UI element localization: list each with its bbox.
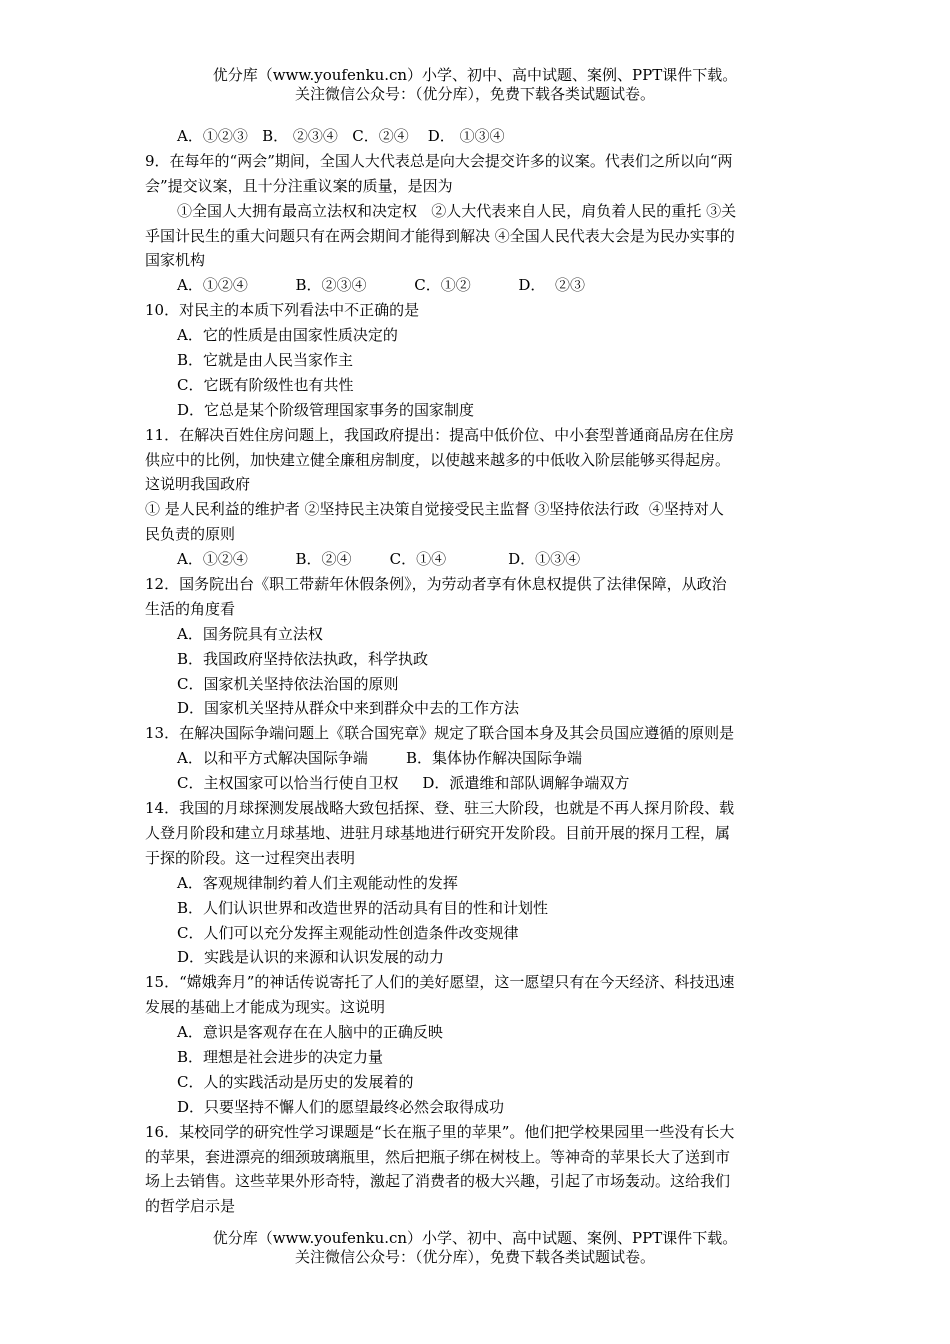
q12-option-c: C．国家机关坚持依法治国的原则: [177, 674, 399, 693]
page-header: [0, 66, 950, 104]
q11-stem-line-2: 供应中的比例，加快建立健全廉租房制度，以使越来越多的中低收入阶层能够买得起房。: [145, 450, 731, 469]
q14-option-d: D．实践是认识的来源和认识发展的动力: [177, 948, 445, 967]
q14-option-c: C．人们可以充分发挥主观能动性创造条件改变规律: [177, 923, 519, 942]
q12-option-d: D．国家机关坚持从群众中来到群众中去的工作方法: [177, 699, 520, 718]
header-line-2: 关注微信公众号：（优分库），免费下载各类试题试卷。: [294, 85, 655, 103]
q11-stem-line-3: 这说明我国政府: [145, 475, 251, 494]
q13-options-cd: C．主权国家可以恰当行使自卫权 D．派遣维和部队调解争端双方: [177, 774, 630, 793]
q15-stem-line-1: 15．“嫦娥奔月”的神话传说寄托了人们的美好愿望，这一愿望只有在今天经济、科技迅速: [145, 973, 735, 992]
q10-option-d: D．它总是某个阶级管理国家事务的国家制度: [177, 400, 475, 419]
q10-option-a: A．它的性质是由国家性质决定的: [177, 326, 398, 345]
q12-option-b: B．我国政府坚持依法执政，科学执政: [177, 649, 429, 668]
page-footer: [0, 1229, 950, 1267]
q10-option-b: B．它就是由人民当家作主: [177, 351, 354, 370]
q14-stem-line-1: 14．我国的月球探测发展战略大致包括探、登、驻三大阶段，也就是不再人探月阶段、载: [145, 799, 735, 818]
q15-option-d: D．只要坚持不懈人们的愿望最终必然会取得成功: [177, 1097, 505, 1116]
q15-option-b: B．理想是社会进步的决定力量: [177, 1047, 384, 1066]
q8-options: A．①②③ B． ②③④ C．②④ D． ①③④: [177, 127, 505, 145]
q15-option-c: C．人的实践活动是历史的发展着的: [177, 1072, 414, 1091]
q15-stem-line-2: 发展的基础上才能成为现实。这说明: [145, 998, 386, 1017]
q14-option-a: A．客观规律制约着人们主观能动性的发挥: [177, 873, 458, 892]
q10-option-c: C．它既有阶级性也有共性: [177, 375, 354, 394]
q14-option-b: B．人们认识世界和改造世界的活动具有目的性和计划性: [177, 898, 549, 917]
q16-stem-line-2: 的苹果，套进漂亮的细颈玻璃瓶里，然后把瓶子绑在树枝上。等神奇的苹果长大了送到市: [145, 1147, 731, 1166]
q12-option-a: A．国务院具有立法权: [177, 624, 323, 643]
q9-choices-line-3: 国家机构: [145, 251, 206, 270]
q9-stem-line-1: 9．在每年的“两会”期间，全国人大代表总是向大会提交许多的议案。代表们之所以向“两: [145, 151, 733, 170]
q11-stem-line-1: 11．在解决百姓住房问题上，我国政府提出：提高中低价位、中小套型普通商品房在住房: [145, 425, 735, 444]
footer-line-2: 关注微信公众号：（优分库），免费下载各类试题试卷。: [294, 1248, 655, 1266]
q11-choices-line-1: ① 是人民利益的维护者 ②坚持民主决策自觉接受民主监督 ③坚持依法行政 ④坚持对人: [145, 500, 724, 519]
q11-options: A．①②④ B．②④ C．①④ D．①③④: [177, 550, 581, 569]
q11-choices-line-2: 民负责的原则: [145, 525, 236, 544]
footer-line-1: 优分库（www.youfenku.cn）小学、初中、高中试题、案例、PPT课件下载。: [212, 1229, 738, 1247]
header-line-1: 优分库（www.youfenku.cn）小学、初中、高中试题、案例、PPT课件下载。: [212, 66, 738, 84]
q9-choices-line-2: 乎国计民生的重大问题只有在两会期间才能得到解决 ④全国人民代表大会是为民办实事的: [145, 226, 735, 245]
exam-questions: [145, 124, 810, 1219]
q16-stem-line-4: 的哲学启示是: [145, 1197, 236, 1216]
q14-stem-line-3: 于探的阶段。这一过程突出表明: [145, 848, 356, 867]
q16-stem-line-1: 16．某校同学的研究性学习课题是“长在瓶子里的苹果”。他们把学校果园里一些没有长大: [145, 1122, 735, 1141]
q9-options: A．①②④ B．②③④ C．①② D． ②③: [177, 276, 585, 295]
q9-stem-line-2: 会”提交议案，且十分注重议案的质量，是因为: [145, 176, 453, 195]
q14-stem-line-2: 人登月阶段和建立月球基地、进驻月球基地进行研究开发阶段。目前开展的探月工程，属: [145, 823, 731, 842]
q12-stem-line-1: 12．国务院出台《职工带薪年休假条例》，为劳动者享有休息权提供了法律保障，从政治: [145, 575, 727, 594]
q16-stem-line-3: 场上去销售。这些苹果外形奇特，激起了消费者的极大兴趣，引起了市场轰动。这给我们: [145, 1172, 731, 1191]
q13-options-ab: A．以和平方式解决国际争端 B．集体协作解决国际争端: [177, 749, 583, 768]
q13-stem: 13．在解决国际争端问题上《联合国宪章》规定了联合国本身及其会员国应遵循的原则是: [145, 724, 735, 743]
q10-stem: 10．对民主的本质下列看法中不正确的是: [145, 301, 420, 320]
q15-option-a: A．意识是客观存在在人脑中的正确反映: [177, 1023, 443, 1042]
q12-stem-line-2: 生活的角度看: [145, 599, 236, 618]
q9-choices-line-1: ①全国人大拥有最高立法权和决定权 ②人大代表来自人民，肩负着人民的重托 ③关: [177, 201, 737, 220]
